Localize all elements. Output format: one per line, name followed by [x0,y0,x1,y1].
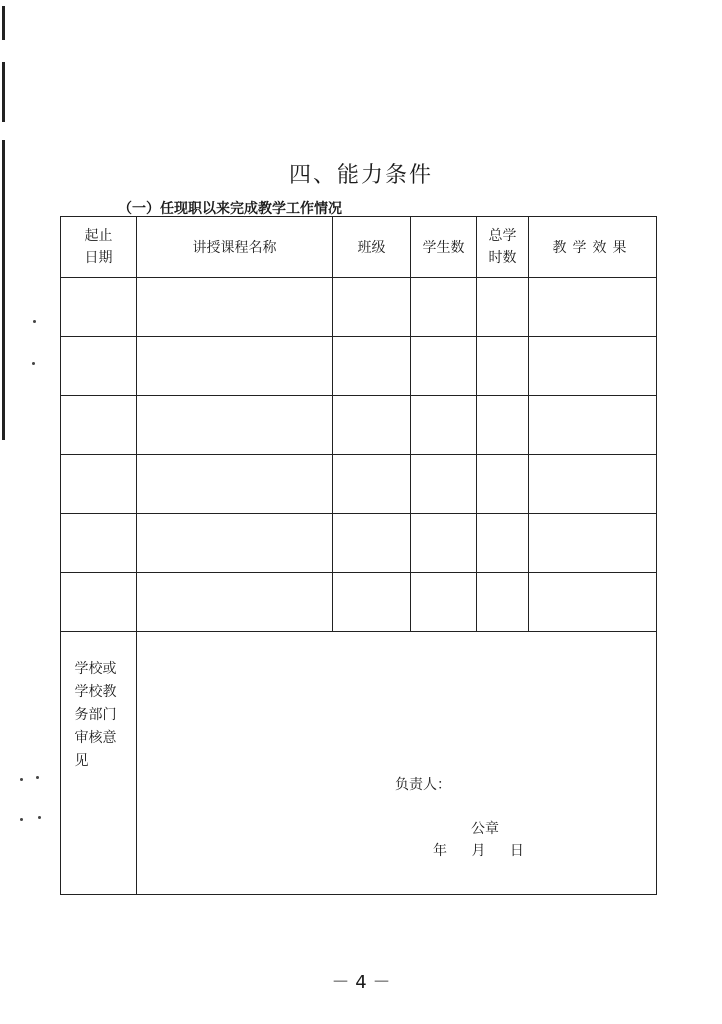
cell-hours[interactable] [477,514,529,573]
scan-speck [38,816,41,819]
review-label-line: 学校或 [74,661,117,677]
binding-margin-marks [0,0,60,1024]
cell-date[interactable] [61,514,137,573]
cell-effect[interactable] [529,278,657,337]
cell-course[interactable] [137,337,333,396]
responsible-person-label: 负责人： [395,777,451,793]
cell-class[interactable] [333,573,411,632]
cell-students[interactable] [411,337,477,396]
cell-date[interactable] [61,396,137,455]
cell-effect[interactable] [529,573,657,632]
official-seal-label: 公章 [471,821,499,837]
cell-course[interactable] [137,278,333,337]
cell-class[interactable] [333,337,411,396]
header-class: 班级 [333,217,411,278]
cell-students[interactable] [411,573,477,632]
section-title: 四、能力条件 [288,163,433,188]
cell-effect[interactable] [529,455,657,514]
table-row [61,455,657,514]
scan-speck [32,362,35,365]
review-date-label: 年 月 日 [433,843,524,859]
cell-course[interactable] [137,396,333,455]
cell-course[interactable] [137,514,333,573]
cell-effect[interactable] [529,337,657,396]
cell-hours[interactable] [477,278,529,337]
binding-mark [2,62,5,122]
scan-speck [20,778,23,781]
scan-speck [20,818,23,821]
header-students: 学生数 [411,217,477,278]
teaching-work-table [60,216,657,895]
cell-effect[interactable] [529,514,657,573]
table-row [61,573,657,632]
review-label-line: 学校教 [74,684,117,700]
cell-class[interactable] [333,455,411,514]
cell-class[interactable] [333,514,411,573]
cell-course[interactable] [137,573,333,632]
cell-hours[interactable] [477,396,529,455]
cell-class[interactable] [333,278,411,337]
page-number: － 4 － [331,972,391,993]
header-hours [477,217,529,278]
binding-mark [2,6,5,40]
cell-date[interactable] [61,337,137,396]
header-hours-line1: 总学 [488,228,517,244]
cell-effect[interactable] [529,396,657,455]
header-effect: 教学效果 [529,217,657,278]
scan-speck [33,320,36,323]
cell-students[interactable] [411,455,477,514]
cell-class[interactable] [333,396,411,455]
scan-speck [36,776,39,779]
cell-course[interactable] [137,455,333,514]
header-date [61,217,137,278]
cell-hours[interactable] [477,573,529,632]
cell-students[interactable] [411,514,477,573]
table-row [61,396,657,455]
header-date-line2: 日期 [84,250,113,266]
review-label-line: 审核意 [74,730,117,746]
review-label [61,632,137,895]
review-row [61,632,657,895]
table-row [61,514,657,573]
header-date-line1: 起止 [84,228,113,244]
table-header-row [61,217,657,278]
review-label-line: 务部门 [74,707,117,723]
cell-hours[interactable] [477,455,529,514]
subsection-title: （一）任现职以来完成教学工作情况 [118,201,342,217]
cell-date[interactable] [61,455,137,514]
header-hours-line2: 时数 [488,250,517,266]
cell-date[interactable] [61,573,137,632]
table-row [61,337,657,396]
cell-hours[interactable] [477,337,529,396]
cell-students[interactable] [411,396,477,455]
header-course: 讲授课程名称 [137,217,333,278]
review-label-line: 见 [74,753,89,769]
cell-students[interactable] [411,278,477,337]
table-row [61,278,657,337]
cell-date[interactable] [61,278,137,337]
review-opinion-area[interactable] [137,632,657,895]
